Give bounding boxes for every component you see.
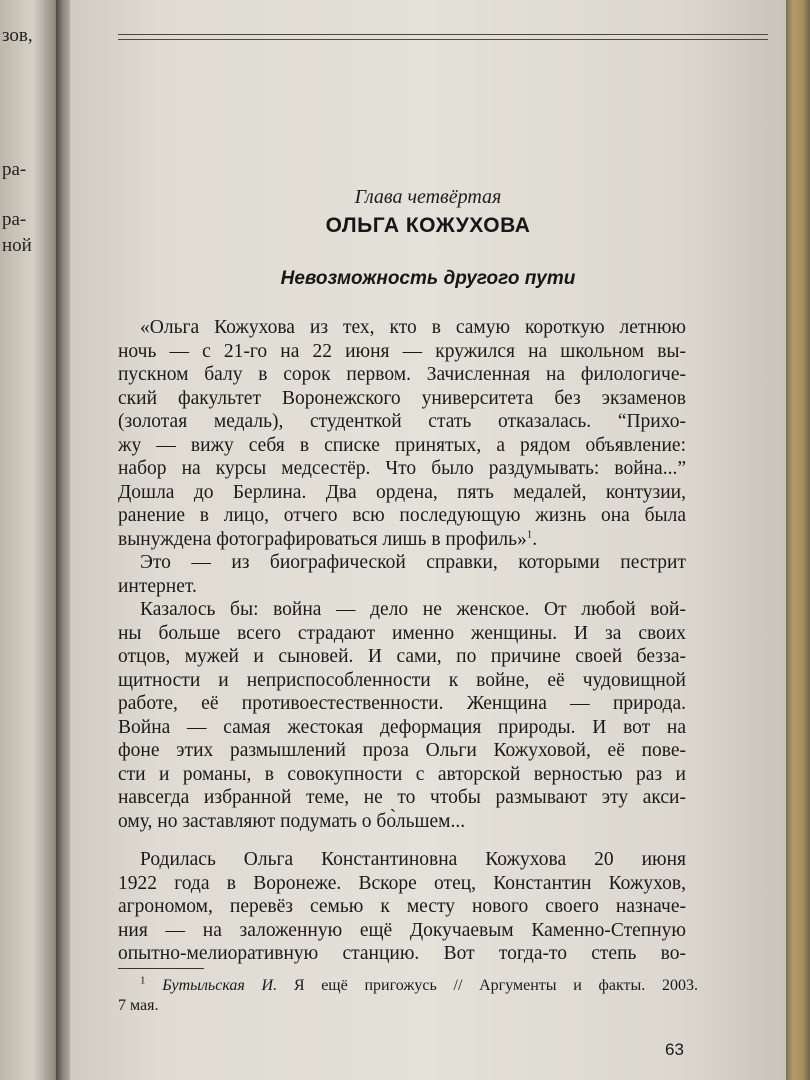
text-line: агрономом, перевёз семью к месту нового своего назначе-: [118, 896, 686, 917]
page-number: 63: [665, 1040, 684, 1059]
footnote-source: Я ещё пригожусь // Аргументы и факты. 2003.: [277, 977, 699, 994]
text-line: ночь — с 21-го на 22 июня — кружился на школьном вы-: [118, 340, 686, 362]
text-line: (золотая медаль), студенткой стать отказалась. “Прихо-: [118, 411, 686, 432]
text-line: ны больше всего страдают именно женщины. И за своих: [118, 622, 686, 644]
footnote-author: Бутыльская И.: [162, 977, 278, 994]
text-line: ский факультет Воронежского университета без экзаменов: [118, 387, 686, 409]
text-line: ранение в лицо, отчего всю последующую жизнь она была: [118, 505, 686, 526]
section-title: Невозможность другого пути: [280, 268, 576, 289]
text-line: отцов, мужей и сыновей. И сами, по причине своей безза-: [118, 646, 686, 667]
text-line: вынуждена фотографироваться лишь в профиль»$^1$.: [118, 528, 538, 550]
footnote-line: 7 мая.: [118, 997, 159, 1014]
text-line: Дошла до Берлина. Два ордена, пять медалей, контузии,: [118, 481, 686, 503]
paragraph-4: [118, 848, 686, 966]
text-line: ому, но заставляют подумать о бо̀льшем...: [118, 810, 466, 832]
book-cover-edge: [786, 0, 810, 1080]
facing-page-fragment: ра-: [2, 209, 27, 230]
book-page: [70, 0, 786, 1080]
paragraph-2: [118, 551, 686, 598]
top-rule: [118, 34, 768, 35]
paragraph-3: [118, 598, 686, 833]
text-line: сти и романы, в совокупности с авторской верностью раз и: [118, 763, 686, 785]
facing-page-edge: [0, 0, 60, 1080]
text-line: навсегда избранной теме, не то чтобы размывают эту акси-: [118, 787, 686, 808]
text-line: Война — самая жестокая деформация природы. И вот на: [118, 716, 686, 738]
text-line: 1922 года в Воронеже. Вскоре отец, Константин Кожухов,: [118, 872, 686, 894]
text-line: Родилась Ольга Константиновна Кожухова 20 июня: [140, 849, 686, 870]
text-line: опытно-мелиоративную станцию. Вот тогда-то степь во-: [118, 943, 686, 964]
text-line: жу — вижу себя в списке принятых, а рядом объявление:: [118, 434, 686, 456]
text-line: Казалось бы: война — дело не женское. От любой вой-: [140, 599, 686, 620]
facing-page-fragment: ра-: [2, 159, 27, 180]
footnote-divider: [118, 968, 204, 969]
text-line: пускном балу в сорок первом. Зачисленная на филологиче-: [118, 364, 686, 385]
footnote-reference: 1: [526, 528, 533, 540]
text-line: набор на курсы медсестёр. Что было раздумывать: война...”: [118, 458, 686, 479]
facing-page-fragment: зов,: [2, 25, 33, 46]
text-line-content: вынуждена фотографироваться лишь в профиль»: [118, 528, 527, 550]
facing-page-fragment: ной: [2, 235, 32, 256]
top-rule-secondary: [118, 39, 768, 40]
text-line: Это — из биографической справки, которыми пестрит: [140, 552, 686, 573]
text-line: ния — на заложенную ещё Докучаевым Каменно-Степную: [118, 919, 686, 941]
text-line: щитности и неприспособленности к войне, её чудовищной: [118, 669, 686, 691]
footnote-line: [118, 976, 698, 996]
chapter-label: Глава четвёртая: [354, 186, 502, 208]
chapter-title: ОЛЬГА КОЖУХОВА: [325, 214, 531, 237]
text-line: фоне этих размышлений проза Ольги Кожуховой, её пове-: [118, 740, 686, 761]
footnote-mark: 1: [140, 974, 146, 987]
text-line: интернет.: [118, 575, 197, 597]
text-line: работе, её противоестественности. Женщина — природа.: [118, 693, 686, 714]
footnote: [118, 976, 698, 1016]
paragraph-quote: [118, 316, 686, 551]
text-line: «Ольга Кожухова из тех, кто в самую короткую летнюю: [140, 317, 686, 338]
